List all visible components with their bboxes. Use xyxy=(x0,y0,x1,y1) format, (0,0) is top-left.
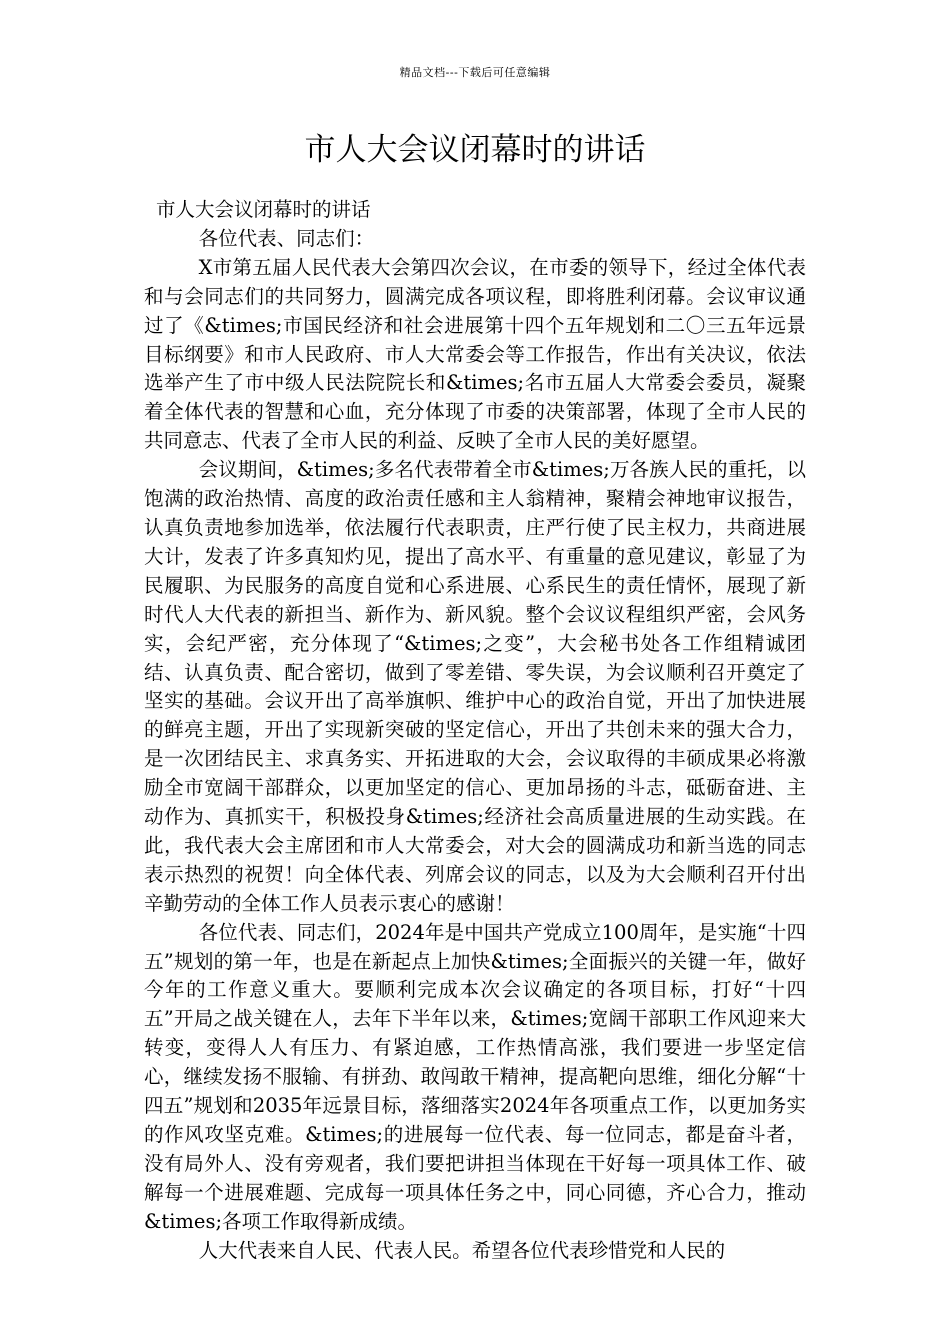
paragraph-2: 会议期间，&times;多名代表带着全市&times;万各族人民的重托，以饱满的政治热情、高度的政治责任感和主人翁精神，聚精会神地审议报告，认真负责地参加选举，依法履行代表职责，庄严行使了民主权力，共商进展大计，发表了许多真知灼见，提出了高水平、有重量的意见建议，彰显了为民履职、为民服务的高度自觉和心系进展、心系民生的责任情怀，展现了新时代人大代表的新担当、新作为、新风貌。整个会议议程组织严密，会风务实，会纪严密，充分体现了“&times;之变”，大会秘书处各工作组精诚团结、认真负责、配合密切，做到了零差错、零失误，为会议顺利召开奠定了坚实的基础。会议开出了高举旗帜、维护中心的政治自觉，开出了加快进展的鲜亮主题，开出了实现新突破的坚定信心，开出了共创未来的强大合力，是一次团结民主、求真务实、开拓进取的大会，会议取得的丰硕成果必将激励全市宽阔干部群众，以更加坚定的信心、更加昂扬的斗志，砥砺奋进、主动作为、真抓实干，积极投身&times;经济社会高质量进展的生动实践。在此，我代表大会主席团和市人大常委会，对大会的圆满成功和新当选的同志表示热烈的祝贺！向全体代表、列席会议的同志，以及为大会顺利召开付出辛勤劳动的全体工作人员表示衷心的感谢！ xyxy=(144,458,806,915)
paragraph-3: 各位代表、同志们，2024年是中国共产党成立100周年，是实施“十四五”规划的第一年，也是在新起点上加快&times;全面振兴的关键一年，做好今年的工作意义重大。要顺利完成本次会议确定的各项目标，打好“十四五”开局之战关键在人，去年下半年以来，&times;宽阔干部职工作风迎来大转变，变得人人有压力、有紧迫感，工作热情高涨，我们要进一步坚定信心，继续发扬不服输、有拼劲、敢闯敢干精神，提高靶向思维，细化分解“十四五”规划和2035年远景目标，落细落实2024年各项重点工作，以更加务实的作风攻坚克难。&times;的进展每一位代表、每一位同志，都是奋斗者，没有局外人、没有旁观者，我们要把讲担当体现在干好每一项具体工作、破解每一个进展难题、完成每一项具体任务之中，同心同德，齐心合力，推动&times;各项工作取得新成绩。 xyxy=(144,920,806,1233)
header-watermark-text: 精品文档---下载后可任意编辑 xyxy=(399,66,551,79)
document-title: 市人大会议闭幕时的讲话 xyxy=(304,132,646,168)
paragraph-1: X市第五届人民代表大会第四次会议，在市委的领导下，经过全体代表和与会同志们的共同努力，圆满完成各项议程，即将胜利闭幕。会议审议通过了《&times;市国民经济和社会进展第十四个五年规划和二〇三五年远景目标纲要》和市人民政府、市人大常委会等工作报告，作出有关决议，依法选举产生了市中级人民法院院长和&times;名市五届人大常委会委员，凝聚着全体代表的智慧和心血，充分体现了市委的决策部署，体现了全市人民的共同意志、代表了全市人民的利益、反映了全市人民的美好愿望。 xyxy=(144,255,806,453)
document-body xyxy=(144,196,806,1266)
page-header xyxy=(0,66,950,80)
document-subtitle: 市人大会议闭幕时的讲话 xyxy=(156,198,371,221)
greeting-line: 各位代表、同志们： xyxy=(198,226,375,250)
paragraph-4: 人大代表来自人民、代表人民。希望各位代表珍惜党和人民的 xyxy=(198,1238,726,1262)
